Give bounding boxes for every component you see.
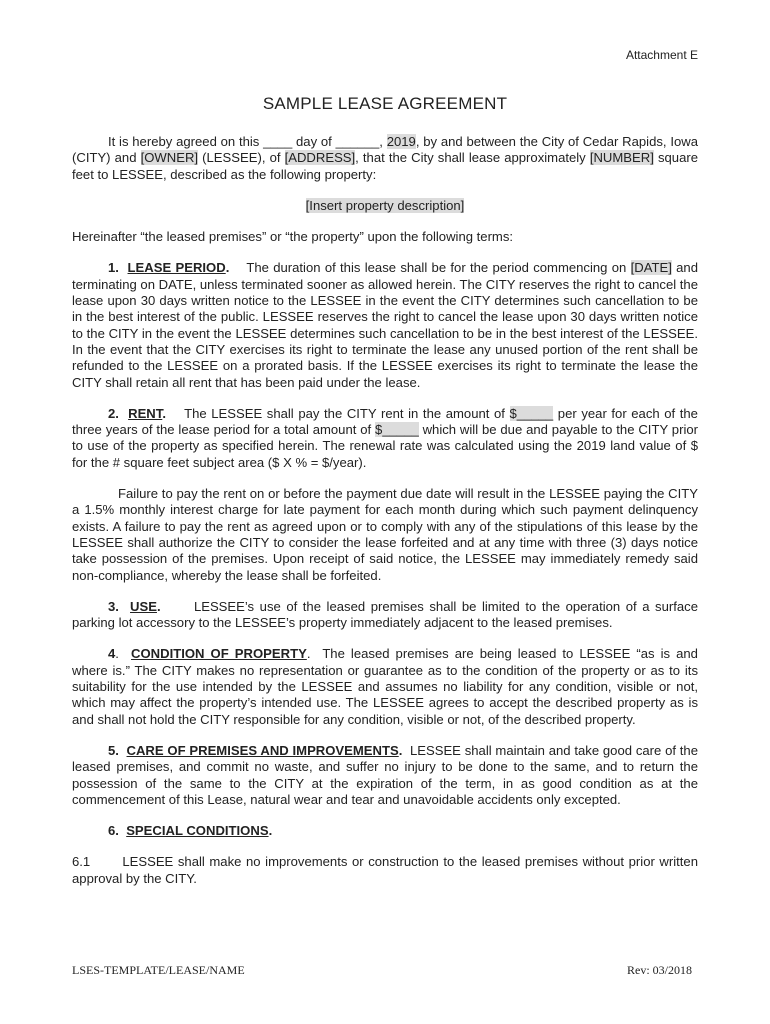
rent-failure-paragraph: Failure to pay the rent on or before the payment due date will result in the LESSEE paying the CITY a 1.5% monthly interest charge for late payment for each month during which such payment delinquency exists. A failure to pay the rent as agreed upon or to comply with any of the stipulations of this lease by the LESSEE shall authorize the CITY to consider the lease forfeited and at any time with three (3) days notice take possession of the premises. Upon receipt of said notice, the LESSEE may immediately remedy said non-compliance, whereby the lease shall be forfeited. (72, 486, 698, 583)
section-care: 5. CARE OF PREMISES AND IMPROVEMENTS. LESSEE shall maintain and take good care of the leased premises, and commit no waste, and suffer no injury to be done to the same, and to return the possession of the same to the CITY at the expiration of the term, in as good condition as at the commencement of this Lease, natural wear and tear and unavoidable accidents only excepted. (72, 742, 698, 807)
property-description-field: [Insert property description] (305, 197, 465, 213)
section-rent: 2. RENT. The LESSEE shall pay the CITY rent in the amount of $_____ per year for each of the three years of the lease period for a total amount of $_____ which will be due and payable to the CITY prior to use of the property as specified herein. The renewal rate was calculated using the 2019 land value of $ for the # square feet subject area ($ X % = $/year). (72, 405, 698, 470)
intro-text: (LESSEE), of (198, 150, 285, 166)
section-number: 1. (108, 260, 119, 276)
section-number: 6. (108, 823, 119, 839)
section-lease-period: 1. LEASE PERIOD. The duration of this lease shall be for the period commencing on [DATE] and terminating on DATE, unless terminated sooner as allowed herein. The CITY reserves the right to cancel the lease upon 30 days written notice to the LESSEE in the event the CITY determines such cancellation to be in the best interest of the public. LESSEE reserves the right to cancel the lease upon 30 days written notice to the CITY in the event the LESSEE determines such cancellation to be in the best interest of the LESSEE. In the event that the CITY exercises its right to terminate the lease any unused portion of the rent shall be refunded to the LESSEE on a prorated basis. If the LESSEE exercises its right to terminate the lease the CITY shall retain all rent that has been paid under the lease. (72, 260, 698, 390)
footer-template-id: LSES-TEMPLATE/LEASE/NAME (72, 963, 245, 977)
date-field: [DATE] (630, 260, 672, 276)
subsection-6-1 (72, 854, 698, 887)
section-text: per year for each of the three years of the lease period for a total amount of (72, 405, 698, 438)
section-text: LESSEE shall make no improvements or construction to the leased premises without prior written approval by the CITY. (72, 854, 699, 886)
section-heading: LEASE PERIOD (127, 260, 226, 276)
section-heading: SPECIAL CONDITIONS (126, 823, 269, 839)
hereinafter-paragraph: Hereinafter “the leased premises” or “the property” upon the following terms: (72, 229, 514, 245)
section-text: which will be due and payable to the CITY prior to use of the property as specified herein. The renewal rate was calculated using the 2019 land value of $ for the # square feet subject area ($ X % = $/year). (72, 422, 698, 470)
section-special-conditions: 6. SPECIAL CONDITIONS. (108, 823, 273, 839)
section-number: 5. (108, 742, 119, 758)
amount-field: $_____ (509, 405, 554, 421)
section-text: The leased premises are being leased to LESSEE “as is and where is.” The CITY makes no representation or guarantee as to the condition of the property or as to its suitability for the use intended by the LESSEE and assumes no liability for any condition, visible or not, which may affect the property’s intended use. The LESSEE agrees to accept the described property as is and shall not hold the CITY responsible for any condition, visible or not, of the described property. (72, 646, 698, 727)
section-number: 2. (108, 405, 119, 421)
section-text: The LESSEE shall pay the CITY rent in the amount of (184, 405, 510, 421)
section-use: 3. USE. LESSEE’s use of the leased premises shall be limited to the operation of a surface parking lot accessory to the LESSEE’s property immediately adjacent to the leased premises. (72, 598, 698, 631)
attachment-label: Attachment E (625, 48, 698, 62)
section-condition: 4. CONDITION OF PROPERTY. The leased premises are being leased to LESSEE “as is and where is.” The CITY makes no representation or guarantee as to the condition of the property or as to its suitability for the use intended by the LESSEE and assumes no liability for any condition, visible or not, which may affect the property’s intended use. The LESSEE agrees to accept the described property as is and shall not hold the CITY responsible for any condition, visible or not, of the described property. (72, 646, 698, 727)
property-description-paragraph (72, 198, 698, 214)
section-heading: CONDITION OF PROPERTY (131, 646, 307, 662)
intro-paragraph (72, 134, 698, 183)
section-heading: RENT (128, 405, 163, 421)
year-field: 2019 (386, 134, 416, 149)
intro-text: , by and between the City of Cedar Rapids, Iowa (CITY) and (72, 134, 698, 166)
footer-revision: Rev: 03/2018 (627, 963, 692, 977)
section-heading: USE (130, 598, 157, 614)
section-text: LESSEE shall maintain and take good care of the leased premises, and commit no waste, and suffer no injury to be done to the same, and to return the possession of the same to the CITY at the expiration of the term, in as good condition as at the commencement of this Lease, natural wear and tear and unavoidable accidents only excepted. (72, 742, 698, 807)
section-number: 4 (108, 646, 116, 662)
section-text: The duration of this lease shall be for the period commencing on (246, 260, 631, 276)
owner-field: [OWNER] (140, 150, 199, 166)
intro-text: , that the City shall lease approximately (355, 150, 590, 166)
amount-field: $_____ (375, 422, 419, 438)
section-heading: CARE OF PREMISES AND IMPROVEMENTS (126, 742, 399, 758)
page-footer (72, 963, 698, 978)
document-title: SAMPLE LEASE AGREEMENT (262, 94, 508, 113)
address-field: [ADDRESS] (284, 150, 356, 166)
intro-text: It is hereby agreed on this ____ day of ______, (108, 134, 387, 149)
subsection-number: 6.1 (72, 854, 91, 870)
section-number: 3. (108, 598, 119, 614)
document-body (72, 134, 698, 902)
section-text: and terminating on DATE, unless terminated sooner as allowed herein. The CITY reserves the right to cancel the lease upon 30 days written notice to the LESSEE in the event the CITY determines such cancellation to be in the best interest of the public. LESSEE reserves the right to cancel the lease upon 30 days written notice to the CITY in the event the LESSEE determines such cancellation to be in the best interest of the LESSEE. In the event that the CITY exercises its right to terminate the lease any unused portion of the rent shall be refunded to the LESSEE on a prorated basis. If the LESSEE exercises its right to terminate the lease the CITY shall retain all rent that has been paid under the lease. (72, 260, 698, 390)
section-text: LESSEE’s use of the leased premises shall be limited to the operation of a surface parking lot accessory to the LESSEE’s property immediately adjacent to the leased premises. (72, 598, 698, 631)
intro-text: square feet to LESSEE, described as the following property: (72, 150, 698, 182)
number-field: [NUMBER] (589, 150, 654, 166)
